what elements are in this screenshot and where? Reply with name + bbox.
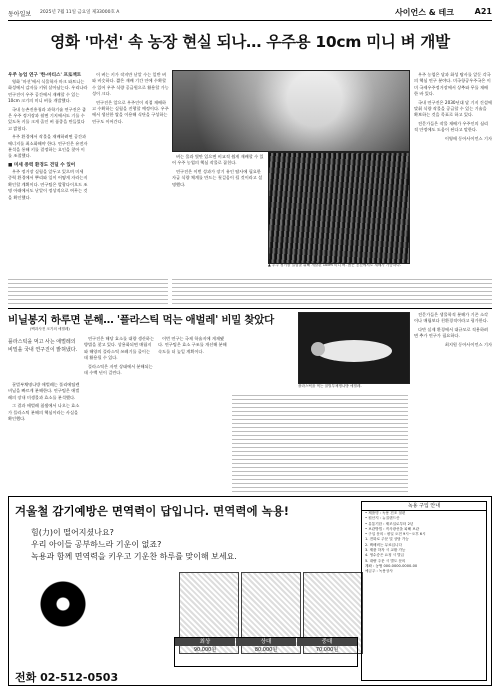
top-story-column-1 [8, 72, 88, 270]
ad-title-text: 겨울철 [15, 504, 53, 518]
second-story-column-3 [158, 336, 228, 492]
paper-name: 동아일보 [8, 11, 32, 18]
byline: 이영애 동아사이언스 기자 [444, 135, 492, 141]
paragraph: 전문가들은 작물 재배가 우주인의 심리적 안정에도 도움이 된다고 말한다. [414, 120, 489, 133]
panel-row: 5. 대량 주문 시 별도 문의 [365, 558, 406, 563]
paragraph: 우주 농업은 달과 화성 탐사를 앞둔 각국의 핵심 연구 분야다. 미국항공우주국은 이미 국제우주정거장에서 상추와 무를 재배한 바 있다. [414, 72, 491, 97]
deer-antler-logo [15, 572, 175, 652]
second-story-kicker: (백과사전 크기의 애벌레) [30, 327, 70, 331]
paragraph: 이번 연구는 국제 학술지에 게재됐다. 연구팀은 효소 구조를 개선해 분해 속도를 더 높일 계획이다. [158, 336, 227, 354]
price-value: 90,000원 [193, 647, 217, 653]
larva-image [299, 313, 409, 383]
top-story-lower-text [8, 276, 168, 306]
second-story-intro: 플라스틱을 먹고 사는 애벌레의 비밀을 국내 연구진이 밝혀냈다. [8, 339, 78, 353]
second-story-right-column [414, 312, 492, 492]
ad-line-1: 힘(力)이 떨어지셨나요? [31, 528, 114, 537]
panel-row: • 제품명 : 녹용 건조 절편 [365, 511, 406, 515]
ad-line-3: 녹용과 함께 면역력을 키우고 기운찬 하루를 맞이해 보세요. [31, 552, 237, 561]
price-table [174, 637, 358, 667]
paragraph: 그 결과 애벌레 침샘에서 나오는 효소가 플라스틱 분해의 핵심이라는 사실을 확인했다. [8, 403, 80, 422]
paragraph: 벼는 물과 빛만 있으면 비교적 쉽게 재배할 수 있어 우주 농업의 핵심 작물로 꼽힌다. [172, 154, 264, 166]
price-grade: 상대 [236, 638, 296, 646]
price-grade: 최상 [175, 638, 235, 646]
panel-row: 2. 택배비는 무료입니다 [365, 542, 402, 547]
panel-row: 1. 전화로 주문 및 상담 가능 [365, 537, 409, 542]
paragraph: 우주 환경에서 작물을 재배하려면 공간과 에너지를 최소화해야 한다. 연구진은 유전자 분석을 통해 키를 결정하는 요인을 찾아 이를 조절했다. [8, 134, 88, 159]
panel-title: 녹용 구입 안내 [362, 502, 486, 511]
panel-row: • 구입 문의 : 평일 오전 9시~오후 6시 [365, 532, 426, 537]
paragraph: 전문가들은 생물학적 분해가 기존 소각이나 매립보다 친환경적이라고 평가한다. [414, 312, 489, 324]
price-cell [175, 638, 235, 666]
astronaut-lab-photo [172, 70, 410, 152]
paragraph: 연구진은 해당 효소를 대량 생산하는 방법을 찾고 있다. 상용화되면 매립지와 해양의 플라스틱 쓰레기를 줄이는 데 활용될 수 있다. [84, 336, 154, 361]
ad-title-text: 이 답입니다. 면역력에 녹용! [145, 504, 290, 518]
lead-label: 우주 농업 연구 '한-마티스' 프로젝트 [8, 73, 82, 78]
subhead: ■ 미세 중력 환경도 견딜 수 있어 [8, 162, 76, 168]
top-story-column-3 [172, 154, 264, 272]
second-story-headline: 비닐봉지 하루면 분해… '플라스틱 먹는 애벌레' 비밀 찾았다 [8, 314, 274, 326]
panel-row: 3. 제품 하자 시 교환 가능 [365, 548, 406, 553]
second-story-column-2 [84, 336, 154, 492]
top-story-lower-text [172, 276, 492, 306]
paragraph: 국내 연구진은 2030년대 달 기지 건설에 맞춰 식량 작물을 공급할 수 있는 기술을 확보하는 것을 목표로 하고 있다. [414, 99, 492, 118]
section-title: 사이언스 & 테크 [395, 8, 454, 17]
advertisement [8, 496, 492, 686]
larva-photo [298, 312, 410, 384]
divider [8, 308, 492, 309]
panel-row: 예금주 : 녹용상사 [365, 569, 393, 574]
paragraph: 우주 정거장 실험을 앞두고 있으며 미세 중력 환경에서 뿌리와 잎이 어떻게 자라는지 확인할 계획이다. 연구팀은 발광다이오드 조명 아래에서도 낟알이 정상적으로 여무는 것을 확인했다. [8, 168, 88, 200]
page-number: A21 [474, 7, 492, 16]
paragraph: 플라스틱은 자연 상태에서 분해되는 데 수백 년이 걸린다. [84, 363, 153, 376]
price-grade: 중대 [297, 638, 357, 646]
panel-row: 4. 영수증은 요청 시 발급 [365, 553, 405, 558]
top-story-right-column [414, 72, 492, 272]
panel-row: • 보관방법 : 직사광선을 피해 보관 [365, 526, 420, 531]
price-cell [236, 638, 296, 666]
top-story-headline: 영화 '마션' 속 농장 현실 되나… 우주용 10cm 미니 벼 개발 [50, 33, 450, 51]
larva-photo-caption: 플라스틱을 먹는 꿀벌부채명나방 애벌레. [298, 384, 362, 388]
paragraph: 다만 실제 환경에서 대규모로 적용하려면 추가 연구가 필요하다. [414, 326, 489, 339]
top-story-column-2 [92, 72, 170, 270]
paragraph: 연구진은 앞으로 우주인이 직접 재배하고 수확하는 실험을 진행할 예정이다. 우주에서 생산한 쌀을 이용해 식단을 구성하는 연구도 이어간다. [92, 99, 169, 124]
paragraph: 꿀벌부채명나방 애벌레는 폴리에틸렌 비닐을 빠르게 분해한다. 연구팀은 애벌레의 장내 미생물과 효소를 분석했다. [8, 382, 80, 400]
page-header [8, 6, 492, 21]
rice-plant-photo [268, 152, 410, 264]
ad-title-emphasis: 면역력 [111, 504, 146, 518]
paragraph: 국내 농촌진흥청과 과학기술 연구진은 좁은 우주 정거장과 월면 기지에서도 기를 수 있도록 키를 크게 줄인 벼 품종을 만들었다고 밝혔다. [8, 106, 87, 131]
ad-phone-number: 전화 02-512-0503 [15, 671, 119, 684]
second-story-middle-text [232, 392, 408, 492]
paragraph: 영화 '마션'에서 식물학자 마크 와트니는 화성에서 감자를 키워 살아남는다. 우리나라 연구진이 우주 공간에서 재배할 수 있는 10cm 크기의 미니 벼를 개발했다. [8, 79, 88, 104]
price-value: 80,000원 [254, 647, 278, 653]
byline: 최지원 동아사이언스 기자 [444, 341, 492, 347]
ad-title-text: 은 [96, 504, 112, 518]
photo-caption: ▲ 우주 정거장 실험을 위해 개발된 10cm 미니 벼. 좁은 공간에서도 재배가 가능하다. [268, 263, 401, 267]
second-story-column-1 [8, 382, 80, 492]
ad-line-2: 우리 아이들 공부하느라 기운이 없죠? [31, 540, 162, 549]
paragraph: 연구진은 이번 성과가 장기 유인 탐사에 필요한 자급 식량 체계를 만드는 첫걸음이 될 것이라고 설명했다. [172, 168, 263, 187]
panel-row: • 유통기한 : 제조일로부터 2년 [365, 521, 414, 526]
panel-row: 계좌 : 농협 000-0000-0000-00 [365, 563, 418, 568]
price-value: 70,000원 [315, 647, 339, 653]
date-line: 2025년 7월 11일 금요일 제33000호 A [40, 10, 120, 15]
paragraph: 이 벼는 키가 작지만 낟알 수는 일반 벼와 비슷하다. 짧은 재배 기간 안에 수확할 수 있어 우주 식량 공급원으로 활용할 가능성이 크다. [92, 72, 169, 97]
panel-row: • 원산지 : 뉴질랜드산 [365, 516, 400, 521]
price-cell [297, 638, 357, 666]
ad-title-emphasis: 감기예방 [52, 504, 97, 518]
order-info-panel [361, 501, 487, 681]
ad-title [15, 503, 289, 519]
